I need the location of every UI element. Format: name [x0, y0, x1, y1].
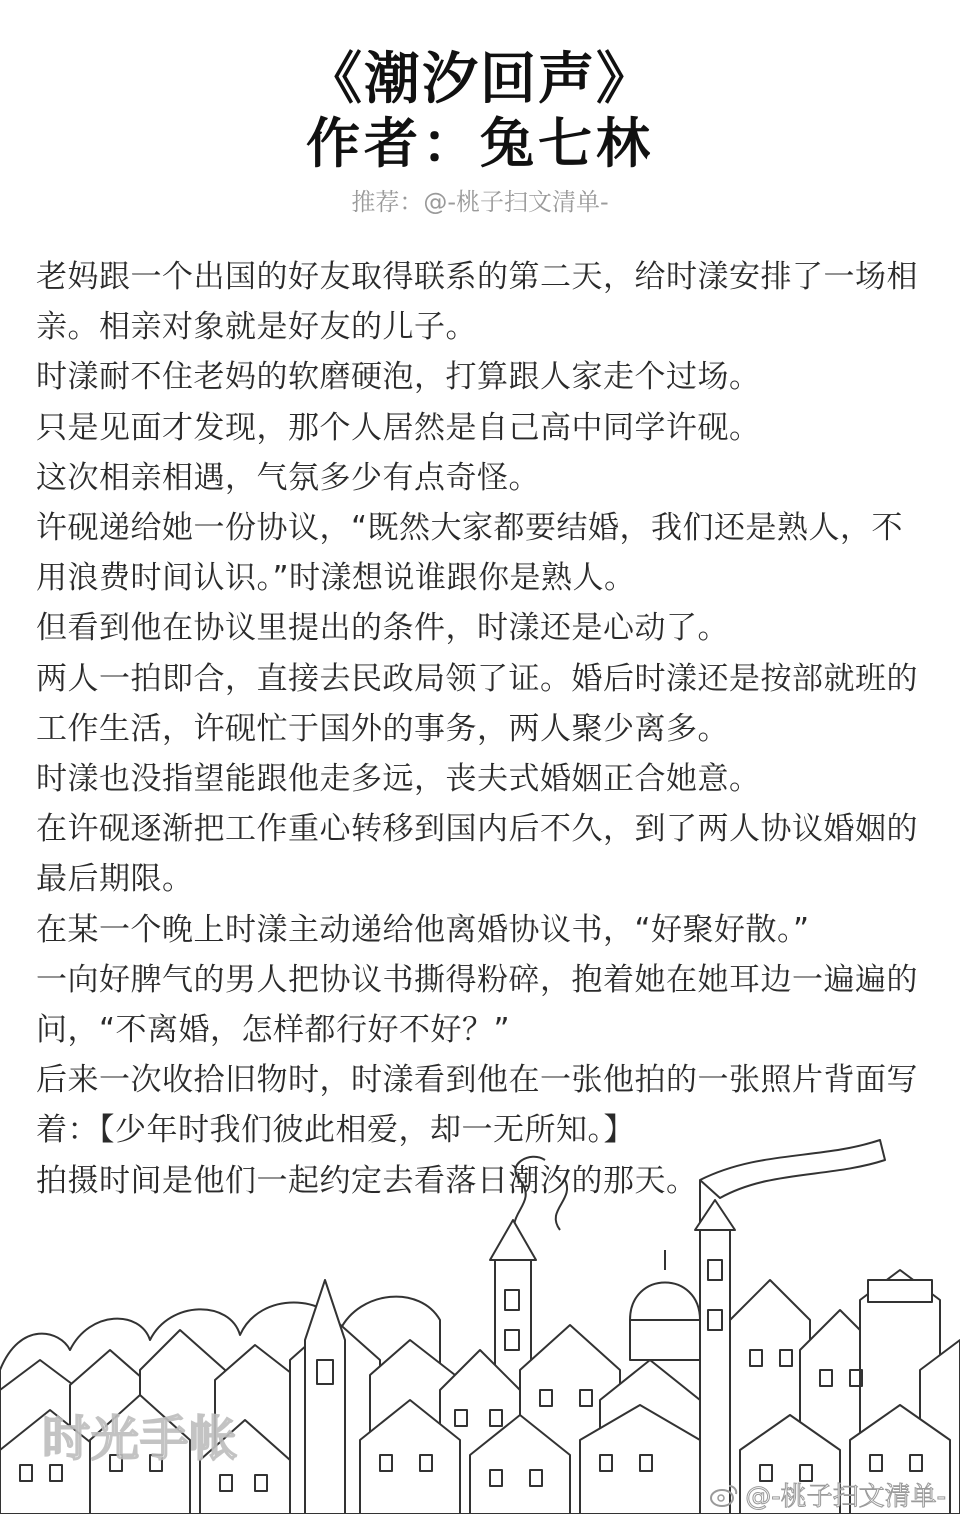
synopsis-paragraph: 这次相亲相遇，气氛多少有点奇怪。 — [36, 459, 540, 496]
synopsis-paragraph: 许砚递给她一份协议，“既然大家都要结婚，我们还是熟人，不用浪费时间认识。”时漾想说谁跟你是熟人。 — [36, 510, 904, 597]
synopsis-paragraph: 时漾也没指望能跟他走多远，丧夫式婚姻正合她意。 — [36, 761, 761, 798]
synopsis-paragraph: 老妈跟一个出国的好友取得联系的第二天，给时漾安排了一场相亲。相亲对象就是好友的儿子。 — [36, 259, 918, 346]
recommend-credit: 推荐：@-桃子扫文清单- — [351, 188, 609, 216]
synopsis-paragraph: 但看到他在协议里提出的条件，时漾还是心动了。 — [36, 610, 729, 647]
synopsis-paragraph: 只是见面才发现，那个人居然是自己高中同学许砚。 — [36, 409, 761, 446]
watermark-right — [709, 1476, 946, 1513]
synopsis-paragraph: 时漾耐不住老妈的软磨硬泡，打算跟人家走个过场。 — [36, 359, 761, 396]
synopsis-paragraph: 后来一次收拾旧物时，时漾看到他在一张他拍的一张照片背面写着：【少年时我们彼此相爱，却一无所知。】 — [36, 1062, 918, 1149]
synopsis-paragraph: 在某一个晚上时漾主动递给他离婚协议书，“好聚好散。” — [36, 911, 810, 948]
synopsis-paragraph: 在许砚逐渐把工作重心转移到国内后不久，到了两人协议婚姻的最后期限。 — [36, 811, 918, 898]
book-author: 作者：兔七林 — [306, 112, 654, 175]
watermark-left: 时光手帐 — [42, 1411, 239, 1467]
synopsis — [36, 252, 926, 1206]
synopsis-paragraph: 两人一拍即合，直接去民政局领了证。婚后时漾还是按部就班的工作生活，许砚忙于国外的事务，两人聚少离多。 — [36, 660, 918, 747]
book-title: 《潮汐回声》 — [306, 47, 654, 112]
synopsis-paragraph: 拍摄时间是他们一起约定去看落日潮汐的那天。 — [36, 1162, 698, 1199]
weibo-icon — [709, 1482, 739, 1508]
watermark-right-text: @-桃子扫文清单- — [745, 1482, 946, 1512]
synopsis-paragraph: 一向好脾气的男人把协议书撕得粉碎，抱着她在她耳边一遍遍的问，“不离婚，怎样都行好不好？” — [36, 961, 918, 1049]
